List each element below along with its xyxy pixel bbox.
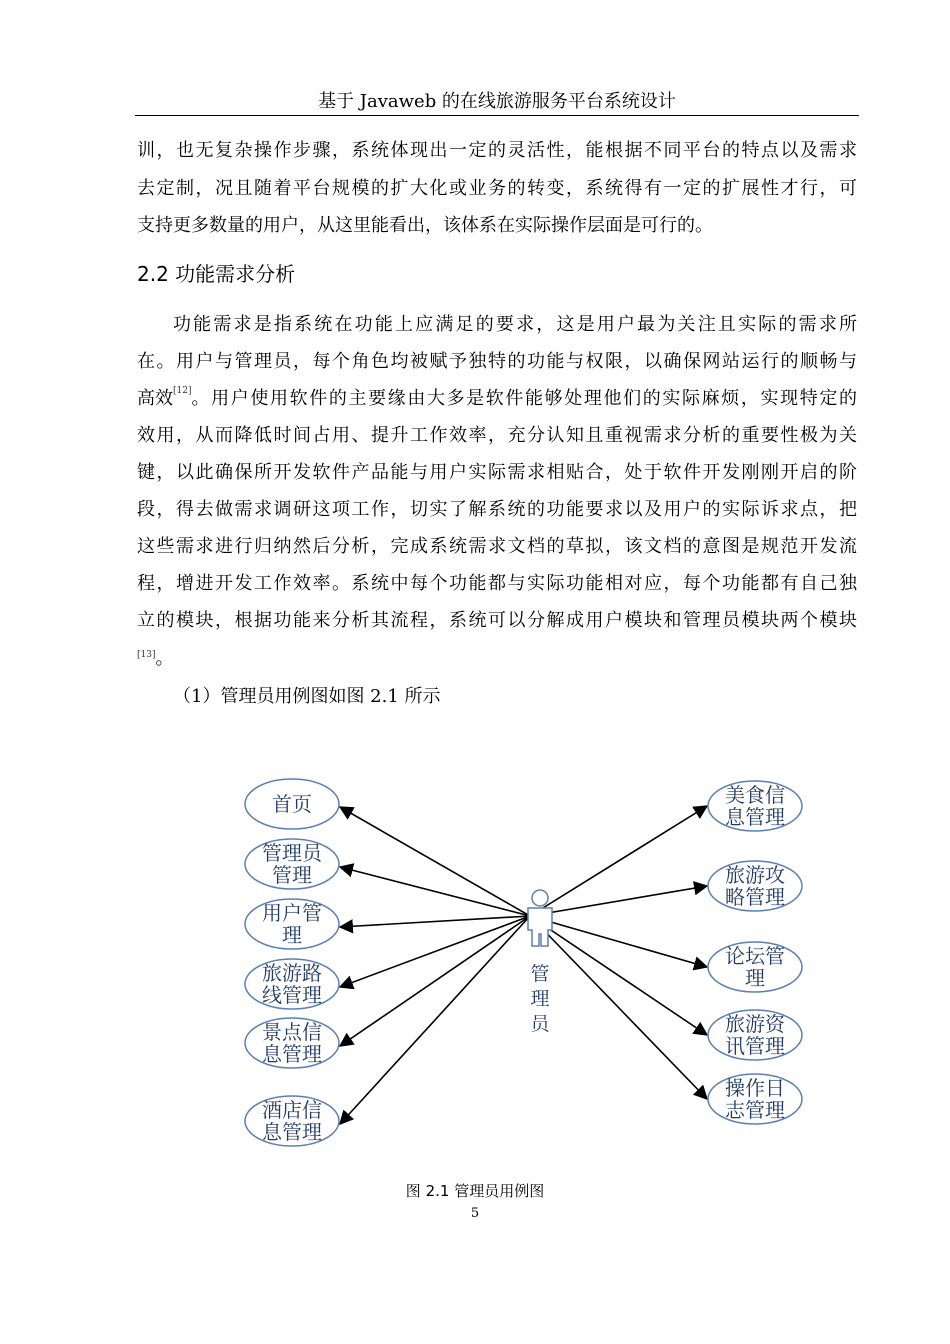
intro-line-2: 去定制，况且随着平台规模的扩大化或业务的转变，系统得有一定的扩展性才行，可 [137, 178, 857, 199]
use-case-label: 略管理 [725, 885, 785, 909]
association-right-2 [530, 886, 707, 916]
body-line-2: 在。用户与管理员，每个角色均被赋予独特的功能与权限，以确保网站运行的顺畅与 [137, 351, 857, 372]
body-line-6: 段，得去做需求调研这项工作，切实了解系统的功能要求以及用户的实际诉求点，把 [137, 499, 857, 520]
figure-caption: 图 2.1 管理员用例图 [405, 1182, 545, 1200]
running-header: 基于 Javaweb 的在线旅游服务平台系统设计 [318, 91, 676, 112]
use-case-label: 息管理 [262, 1042, 322, 1066]
use-case-left-6 [245, 1096, 339, 1146]
association-lines [340, 806, 707, 1124]
figure-intro: （1）管理员用例图如图 2.1 所示 [173, 686, 441, 707]
intro-line-3: 支持更多数量的用户，从这里能看出，该体系在实际操作层面是可行的。 [137, 215, 713, 236]
use-case-left-3 [245, 899, 339, 949]
citation-12: [12] [173, 386, 192, 396]
association-left-5 [340, 916, 530, 1046]
use-case-label: 操作日 [725, 1076, 785, 1100]
body-line-1: 功能需求是指系统在功能上应满足的要求，这是用户最为关注且实际的需求所 [173, 314, 857, 335]
use-case-right-5 [708, 1074, 802, 1124]
association-right-1 [530, 806, 707, 916]
citation-13: [13] [137, 650, 156, 660]
association-left-6 [340, 916, 530, 1124]
actor-label-char: 理 [530, 988, 550, 1010]
association-left-1 [340, 807, 530, 916]
use-case-label: 首页 [272, 792, 312, 816]
actor-head [532, 890, 548, 906]
use-case-label: 息管理 [262, 1120, 322, 1144]
use-case-right-1 [708, 781, 802, 831]
use-case-label: 理 [282, 923, 302, 947]
use-case-left-1 [245, 779, 339, 829]
association-right-5 [530, 916, 707, 1099]
body-line-5: 键，以此确保所开发软件产品能与用户实际需求相贴合，处于软件开发刚刚开启的阶 [137, 462, 857, 483]
association-left-2 [340, 867, 530, 916]
use-case-left-5 [245, 1018, 339, 1068]
intro-line-1: 训，也无复杂操作步骤，系统体现出一定的灵活性，能根据不同平台的特点以及需求 [137, 140, 857, 161]
use-case-label: 旅游资 [725, 1012, 785, 1036]
use-case-label: 理 [745, 966, 765, 990]
actor-label-char: 员 [530, 1013, 550, 1035]
use-case-label: 管理员 [262, 841, 322, 865]
body-line-4: 效用，从而降低时间占用、提升工作效率，充分认知且重视需求分析的重要性极为关 [137, 425, 857, 446]
use-case-label: 旅游路 [262, 961, 322, 985]
use-case-right-4 [708, 1010, 802, 1060]
section-heading: 2.2 功能需求分析 [137, 262, 296, 286]
actor-figure [528, 890, 552, 1035]
use-case-label: 论坛管 [725, 944, 785, 968]
use-case-right-2 [708, 861, 802, 911]
use-case-label: 息管理 [725, 805, 785, 829]
page-number: 5 [470, 1206, 480, 1221]
use-case-label: 美食信 [725, 783, 785, 807]
actor-body [528, 908, 552, 946]
association-left-4 [340, 916, 530, 987]
use-case-right-3 [708, 942, 802, 992]
association-left-3 [340, 916, 530, 927]
body-line-7: 这些需求进行归纳然后分析，完成系统需求文档的草拟，该文档的意图是规范开发流 [137, 536, 857, 557]
use-case-label: 管理 [272, 863, 312, 887]
body-line-8: 程，增进开发工作效率。系统中每个功能都与实际功能相对应，每个功能都有自己独 [137, 573, 857, 594]
use-case-label: 讯管理 [725, 1034, 785, 1058]
use-case-label: 线管理 [262, 983, 322, 1007]
use-case-left-2 [245, 839, 339, 889]
association-right-4 [530, 916, 707, 1035]
body-line-10-text: 。 [155, 648, 174, 669]
use-case-left-4 [245, 959, 339, 1009]
association-right-3 [530, 916, 707, 967]
body-line-9: 立的模块，根据功能来分析其流程，系统可以分解成用户模块和管理员模块两个模块 [137, 610, 857, 631]
use-case-label: 志管理 [725, 1098, 785, 1122]
use-case-label: 景点信 [262, 1020, 322, 1044]
body-line-3a: 高效 [137, 388, 173, 409]
use-case-label: 旅游攻 [725, 863, 785, 887]
actor-label-char: 管 [530, 963, 550, 985]
use-case-label: 酒店信 [262, 1098, 322, 1122]
use-case-label: 用户管 [262, 901, 322, 925]
use-cases [245, 779, 802, 1146]
body-line-3b: 。用户使用软件的主要缘由大多是软件能够处理他们的实际麻烦，实现特定的 [191, 388, 857, 409]
